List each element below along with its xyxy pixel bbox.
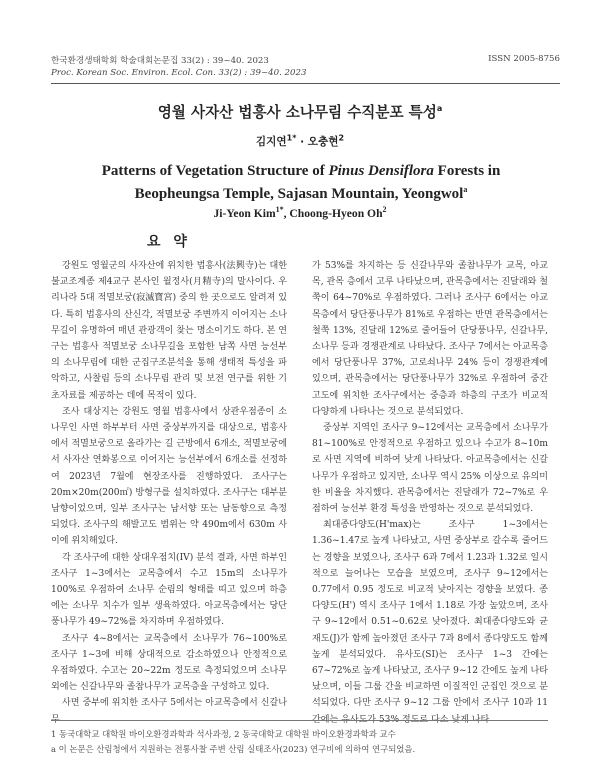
paragraph: 강원도 영월군의 사자산에 위치한 법흥사(法興寺)는 대한불교조계종 제4교구 본사인 월정사(月精寺)의 말사이다. 우리나라 5대 적멸보궁(寂滅寶宮) 중의 한 곳으로도 알려져 있다. 특히 법흥사의 산신각, 적멸보궁 주변까지 이어지는 소나무길이 유명하여 매년 관광객이 찾는 명소이기도 하다. 본 연구는 법흥사 적멸보궁 소나무길을 포함한 남쪽 사면 능선부의 소나무림에 대한 군집구조분석을 통해 생태적 특성을 파악하고, 사찰림 등의 소나무림 관리 및 보전 연구를 위한 기초자료를 제공하는 데에 목적이 있다. — [51, 261, 287, 401]
author-2-en-mark: 2 — [382, 205, 387, 215]
header-divider — [51, 83, 560, 84]
paragraph: 가 53%를 차지하는 등 신갈나무와 졸참나무가 교목, 아교목, 관목 층에서 고루 나타났으며, 관목층에서는 진달래와 철쭉이 64~70%로 우점하였다. 그러나 조사구 6에서는 아교목층에서 당단풍나무가 81%로 우점하는 반면 관목층에서는 철쭉 13%, 진달래 12%로 줄어들어 단당풍나무, 신갈나무, 소나무 등과 경쟁관계로 나타났다. 조사구 7에서는 아교목층에서 당단풍나무 37%, 고로쇠나무 24% 등이 경쟁관계에 있으며, 관목층에서는 당단풍나무가 32%로 우점하여 중간 고도에 위치한 조사구에서는 중층과 하층의 구조가 비교적 다양하게 나타나는 것으로 분석되었다. — [312, 261, 548, 417]
author-1-en-mark: 1* — [275, 205, 284, 215]
footnotes — [51, 727, 551, 757]
issn-label: ISSN 2005-8756 — [488, 54, 560, 64]
footnote-affiliations: 1 동국대학교 대학원 바이오환경과학과 석사과정, 2 동국대학교 대학원 바이오환경과학과 교수 — [51, 729, 396, 739]
paragraph: 중상부 지역인 조사구 9~12에서는 교목층에서 소나무가 81~100%로 안정적으로 우점하고 있으나 수고가 8~10m로 사면 지역에 비하여 낮게 나타났다. 아교목층에서는 신갈나무가 우점하고 있지만, 소나무 역시 25% 이상으로 유의미한 비율을 차지했다. 관목층에서는 진달래가 72~7%로 우점하여 능선부 환경 특성을 반영하는 것으로 분석되었다. — [312, 423, 548, 515]
paragraph: 조사 대상지는 강원도 영월 법흥사에서 상관우점종이 소나무인 사면 하부부터 사면 중상부까지를 대상으로, 법흥사에서 적멸보궁으로 올라가는 길 근방에서 6개소, 적멸보궁에서 사자산 연화봉으로 이어지는 능선부에서 6개소를 선정하여 2023년 7월에 현장조사를 진행하였다. 조사구는 20m×20m(200㎡) 방형구를 설치하였다. 조사구는 대부분 남향이었으며, 일부 조사구는 남서향 또는 남동향으로 측정되었다. 조사구의 해발고도 범위는 약 490m에서 630m 사이에 위치해있다. — [51, 406, 287, 547]
author-separator-kr: · — [296, 136, 308, 148]
author-2-kr: 오충현 — [307, 136, 339, 148]
abstract-right-column — [312, 258, 548, 728]
author-2-kr-mark: 2 — [338, 133, 345, 143]
journal-citation-en: Proc. Korean Soc. Environ. Ecol. Con. 33(2) : 39~40. 2023 — [51, 68, 307, 78]
title-korean — [0, 101, 600, 122]
title-english-part2: Forests in Beopheungsa Temple, Sajasan Mountain, Yeongwol — [134, 163, 505, 202]
paragraph: 사면 중부에 위치한 조사구 5에서는 아교목층에서 신갈나무 — [51, 698, 287, 725]
title-english-footnote-mark: a — [463, 185, 468, 194]
title-english — [66, 160, 536, 206]
footnote-funding: a 이 논문은 산림청에서 지원하는 전통사찰 주변 산림 실태조사(2023) 연구비에 의하여 연구되었음. — [51, 744, 416, 754]
paragraph: 각 조사구에 대한 상대우점치(IV) 분석 결과, 사면 하부인 조사구 1~3에서는 교목층에서 수고 15m의 소나무가 100%로 우점하여 소나무 순림의 형태를 띠고 있으며 하층에는 소나무 치수가 일부 생육하였다. 아교목층에서는 당단풍나무가 49~72%를 차지하며 우점하였다. — [51, 552, 287, 628]
title-korean-text: 영월 사자산 법흥사 소나무림 수직분포 특성 — [157, 104, 437, 121]
title-korean-footnote-mark: a — [436, 104, 443, 114]
author-1-kr-mark: 1* — [286, 133, 297, 143]
journal-header-kr — [51, 54, 560, 66]
title-english-part1: Patterns of Vegetation Structure of — [101, 163, 329, 179]
authors-korean — [0, 134, 600, 149]
authors-english — [0, 207, 600, 220]
footnote-divider — [51, 720, 548, 721]
abstract-left-column — [51, 258, 287, 728]
paragraph: 최대종다양도(H'max)는 조사구 1~3에서는 1.36~1.47로 높게 나타났고, 사면 중상부로 갈수록 줄어드는 경향을 보였으나, 조사구 6과 7에서 1.23과 1.32로 일시적으로 늘어나는 모습을 보였으며, 조사구 9~12에서는 0.77에서 0.95 정도로 비교적 낮아지는 경향을 보였다. 종다양도(H') 역시 조사구 1에서 1.18로 가장 높았으며, 조사구 9~12에서 0.51~0.62로 낮아졌다. 최대종다양도와 균재도(J)가 함께 높아졌던 조사구 7과 8에서 종다양도도 함께 높게 분석되었다. 유사도(SI)는 조사구 1~3 간에는 67~72%로 높게 나타났고, 조사구 9~12 간에도 높게 나타났으며, 이들 그룹 간을 비교하면 이질적인 군집인 것으로 분석되었다. 다만 조사구 9~12 그룹 안에서 조사구 10과 11 간에는 유사도가 53% 정도로 다소 낮게 나타 — [312, 520, 548, 725]
author-2-en: Choong-Hyeon Oh — [289, 207, 383, 220]
paragraph: 조사구 4~8에서는 교목층에서 소나무가 76~100%로 조사구 1~3에 비해 상대적으로 감소하였으나 안정적으로 우점하였다. 수고는 20~22m 정도로 측정되었으며 소나무 외에는 신갈나무와 졸참나무가 교목층을 구성하고 있다. — [51, 633, 287, 693]
author-separator-en: , — [283, 207, 290, 220]
author-1-kr: 김지연 — [255, 136, 287, 148]
abstract-heading: 요 약 — [147, 234, 191, 250]
author-1-en: Ji-Yeon Kim — [213, 207, 276, 220]
journal-citation-kr: 한국환경생태학회 학술대회논문집 33(2) : 39~40. 2023 — [51, 56, 269, 66]
title-english-species: Pinus Densiflora — [328, 163, 434, 179]
